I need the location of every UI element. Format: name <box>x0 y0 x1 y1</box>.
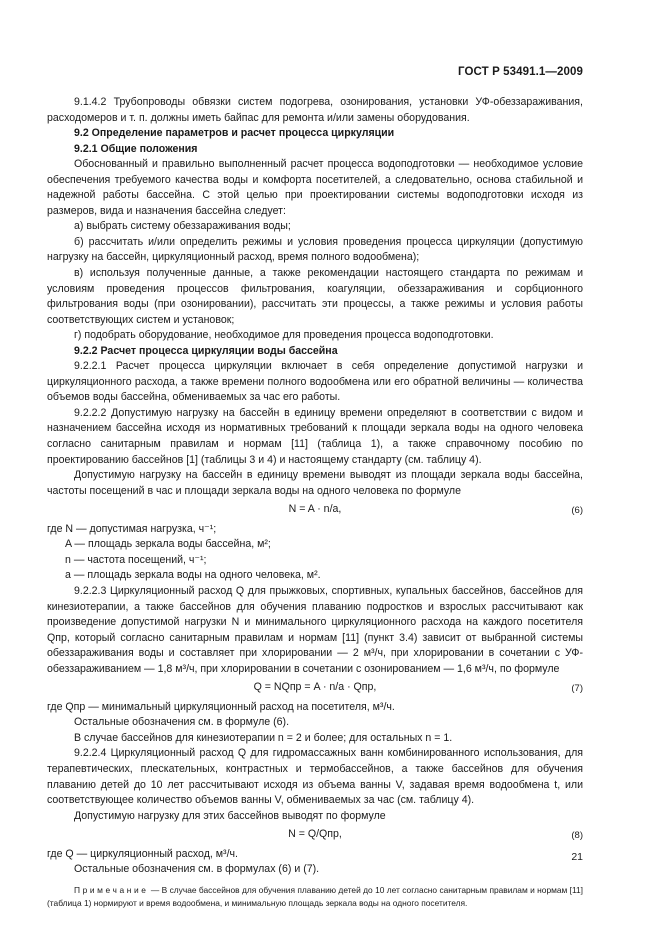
paragraph-kinesiotherapy: В случае бассейнов для кинезиотерапии n = 2 и более; для остальных n = 1. <box>74 731 453 744</box>
list-item-g: г) подобрать оборудование, необходимое для проведения процесса водоподготовки. <box>74 329 494 342</box>
where-a-area: A — площадь зеркала воды бассейна, м²; <box>65 538 271 551</box>
page-number: 21 <box>571 851 583 863</box>
formula-6-number: (6) <box>571 505 583 517</box>
paragraph-9-2-2-3: 9.2.2.3 Циркуляционный расход Q для прыжковых, спортивных, купальных бассейнов, бассейнов для кинезиотерапии, а также бассейнов для обучения плаванию подростков и взрослых рассчитывают как произведение допустимой нагрузки N и минимального циркуляционного расхода на каждого посетителя Qпр, который согласно санитарным правилам и нормам [11] (пункт 3.4) зависит от выбранной системы обеззараживания воды и составляет при хлорировании — 2 м³/ч, при хлорировании в сочетании с УФ-обеззараживанием — 1,8 м³/ч, при хлорировании в сочетании с озонированием — 1,6 м³/ч, по формуле <box>47 584 583 675</box>
document-body <box>47 95 583 911</box>
paragraph-other-symbols-6-7: Остальные обозначения см. в формулах (6) и (7). <box>74 863 320 876</box>
note <box>47 884 583 911</box>
formula-7-number: (7) <box>571 683 583 695</box>
paragraph-general: Обоснованный и правильно выполненный расчет процесса водоподготовки — необходимое условие обеспечения требуемого качества воды и комфорта посетителей, а следовательно, основа стабильной и надежной работы бассейна. С этой целью при проектировании системы водоподготовки исходя из размеров, вида и назначения бассейна следует: <box>47 158 583 217</box>
paragraph-9-2-2-4: 9.2.2.4 Циркуляционный расход Q для гидромассажных ванн комбинированного использования, для терапевтических, плескательных, контрастных и термобассейнов, а также бассейнов для обучения плаванию детей до 10 лет рассчитывают исходя из объема ванны V, задавая время водообмена t, или соответствующее количество объемов ванны V, обмениваемых за час (см. таблицу 4). <box>47 747 583 807</box>
where-n-frequency: n — частота посещений, ч⁻¹; <box>65 553 207 566</box>
where-n: где N — допустимая нагрузка, ч⁻¹; <box>47 522 217 535</box>
where-qpr: где Qпр — минимальный циркуляционный расход на посетителя, м³/ч. <box>47 700 395 713</box>
list-item-a: а) выбрать систему обеззараживания воды; <box>74 220 291 233</box>
paragraph-load-formula-intro: Допустимую нагрузку для этих бассейнов выводят по формуле <box>74 809 386 822</box>
section-heading-9-2-2: 9.2.2 Расчет процесса циркуляции воды бассейна <box>74 344 338 357</box>
formula-8-expression: N = Q/Qпр, <box>288 828 342 841</box>
standard-header: ГОСТ Р 53491.1—2009 <box>458 66 583 78</box>
where-q: где Q — циркуляционный расход, м³/ч. <box>47 847 238 860</box>
paragraph-load-intro: Допустимую нагрузку на бассейн в единицу времени выводят из площади зеркала воды бассейна, частоты посещений в час и площади зеркала воды на одного человека по формуле <box>47 469 583 497</box>
list-item-v: в) используя полученные данные, а также рекомендации настоящего стандарта по режимам и условиям проведения процессов фильтрования, коагуляции, обеззараживания и сорбционного фильтрования воды (при озонировании), рассчитать эти процессы, а также режимы и условия работы соответствующих систем и установок; <box>47 267 583 326</box>
paragraph-9-2-2-1: 9.2.2.1 Расчет процесса циркуляции включает в себя определение допустимой нагрузки и циркуляционного расхода, а также времени полного водообмена или его обратной величины — количества объемов воды бассейна, обмениваемых за час его работы. <box>47 360 583 404</box>
formula-7-expression: Q = NQпр = A · n/a · Qпр, <box>253 681 377 694</box>
where-a-per-person: a — площадь зеркала воды на одного человека, м². <box>65 569 321 582</box>
paragraph-9-2-2-2: 9.2.2.2 Допустимую нагрузку на бассейн в единицу времени определяют в соответствии с видом и назначением бассейна исходя из нормативных требований к площади зеркала воды на одного человека согласно санитарным правилам и нормам [11] (таблица 1), а также справочному пособию по проектированию бассейнов [1] (таблицы 3 и 4) и настоящему стандарту (см. таблицу 4). <box>47 406 583 466</box>
formula-7 <box>47 680 583 696</box>
paragraph-other-symbols-6: Остальные обозначения см. в формуле (6). <box>74 716 290 729</box>
section-heading-9-2-1: 9.2.1 Общие положения <box>74 142 198 155</box>
formula-8-number: (8) <box>571 830 583 842</box>
formula-8 <box>47 827 583 843</box>
note-label: Примечание <box>74 884 149 895</box>
formula-6 <box>47 502 583 518</box>
paragraph-9-1-4-2: 9.1.4.2 Трубопроводы обвязки систем подогрева, озонирования, установки УФ-обеззараживания, расходомеров и т. п. должны иметь байпас для ремонта и/или замены оборудования. <box>47 96 583 124</box>
section-heading-9-2: 9.2 Определение параметров и расчет процесса циркуляции <box>74 127 395 140</box>
list-item-b: б) рассчитать и/или определить режимы и условия проведения процесса циркуляции (допустимую нагрузку на бассейн, циркуляционный расход, время полного водообмена); <box>47 235 583 264</box>
formula-6-expression: N = A · n/a, <box>288 503 342 516</box>
note-text: — В случае бассейнов для обучения плаванию детей до 10 лет согласно санитарным правилам и нормам [11] (таблица 1) нормируют и время водообмена, и минимальную площадь зеркала воды на одного посетителя. <box>47 884 583 909</box>
